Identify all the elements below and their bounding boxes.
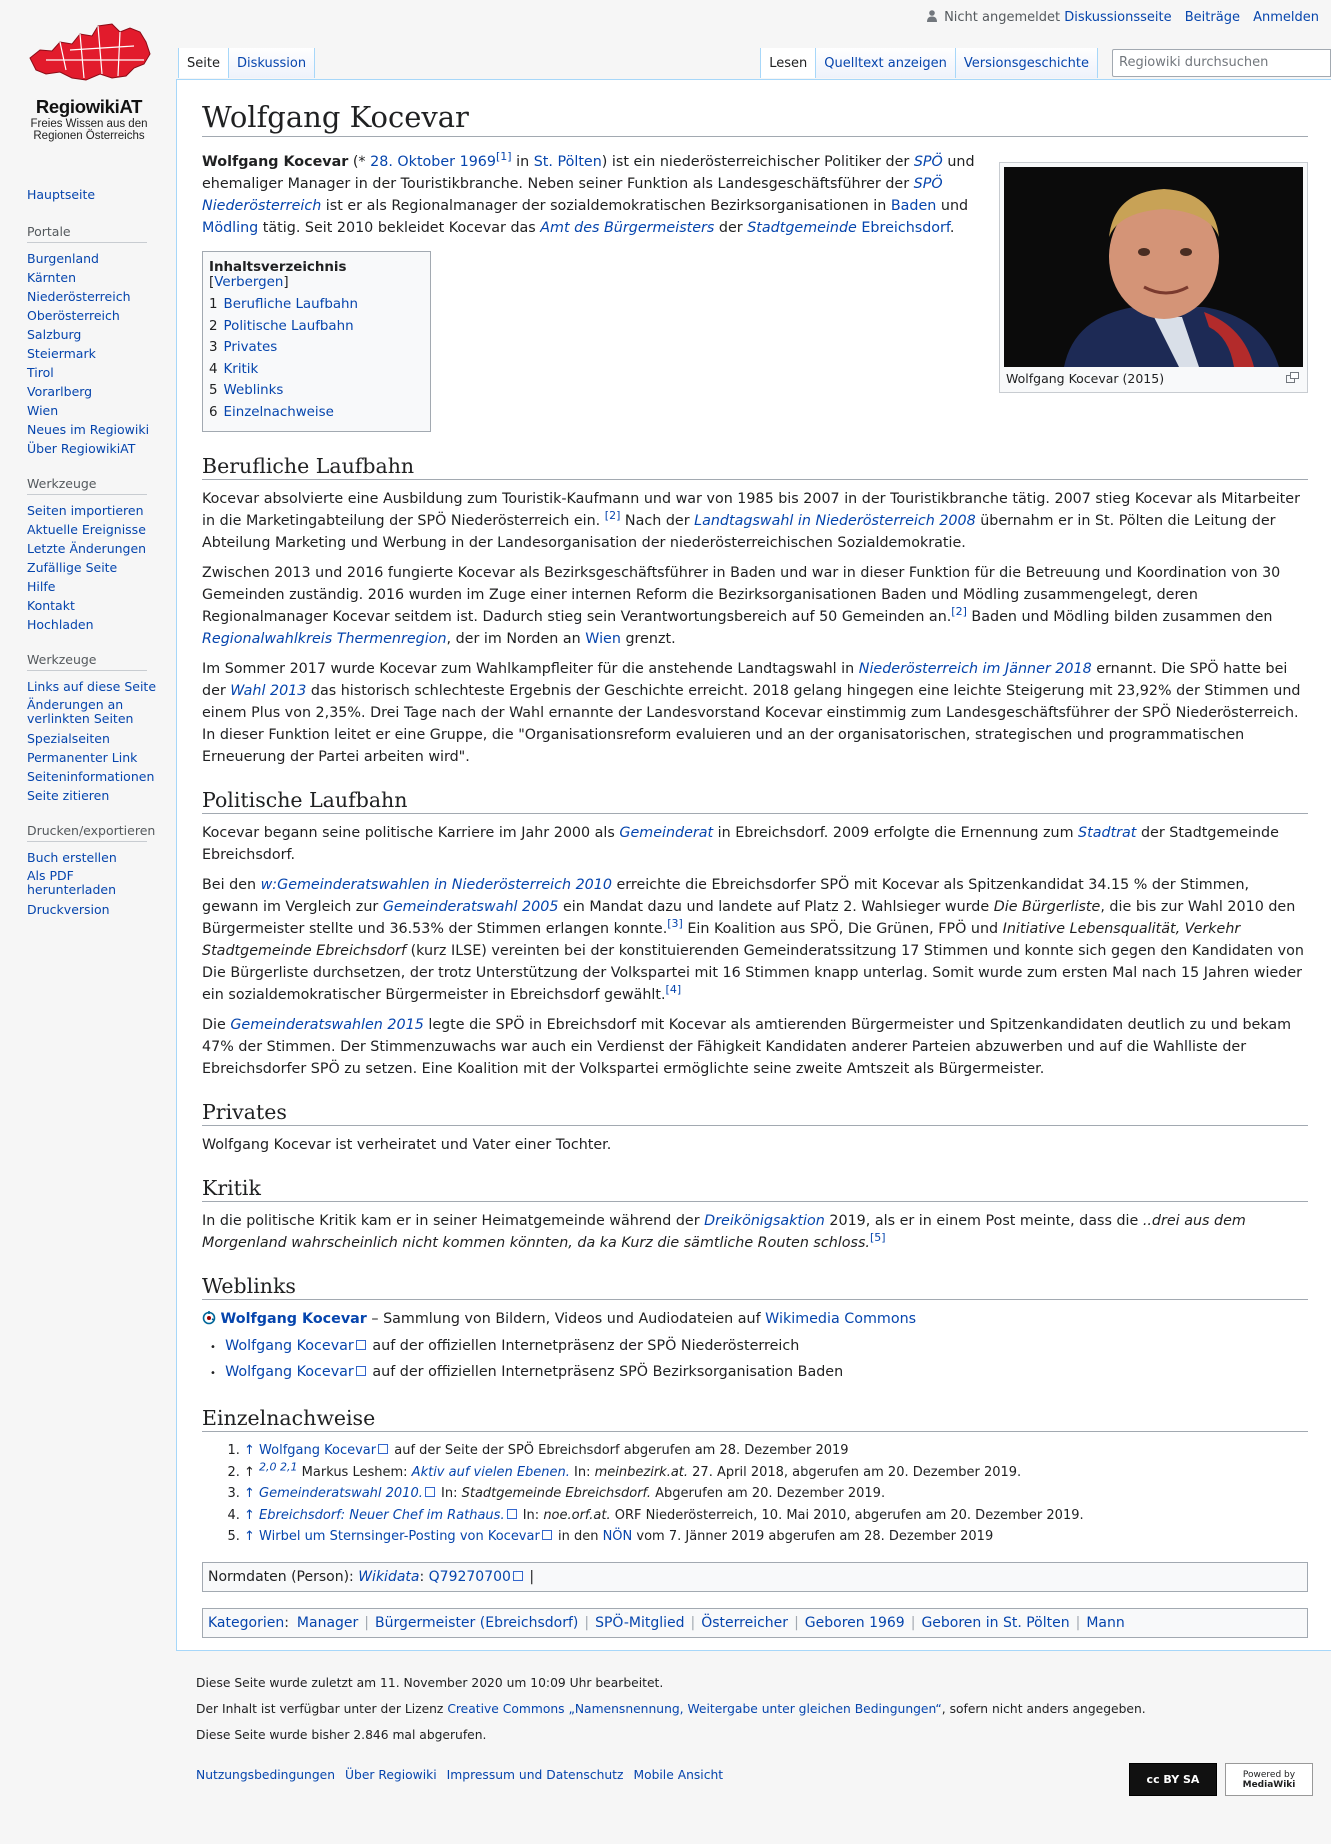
- sidebar-item[interactable]: Wien: [27, 403, 59, 418]
- footer-last-modified: Diese Seite wurde zuletzt am 11. November 2020 um 10:09 Uhr bearbeitet.: [196, 1676, 664, 1690]
- sidebar-item[interactable]: Seiteninformationen: [27, 769, 155, 784]
- intro-text-4: und ehemaliger Manager in der Touristikbranche. Neben seiner Funktion als Landesgeschäftsführer der: [202, 154, 975, 192]
- toc-link[interactable]: Politische Laufbahn: [223, 318, 354, 334]
- heading-berufliche-laufbahn: Berufliche Laufbahn: [202, 454, 1308, 480]
- external-link-icon: [425, 1487, 435, 1497]
- footer-link[interactable]: Mobile Ansicht: [633, 1768, 724, 1782]
- sidebar-item-hauptseite[interactable]: Hauptseite: [27, 187, 96, 202]
- sidebar-item[interactable]: Über RegiowikiAT: [27, 441, 136, 456]
- mw-badge-line2: MediaWiki: [1242, 1779, 1296, 1790]
- reference-item: [244, 1526, 1308, 1548]
- footer-license: [196, 1702, 1146, 1716]
- table-of-contents: Inhaltsverzeichnis [Verbergen] 1 Berufliche Laufbahn 2 Politische Laufbahn 3 Privates 4 Kritik 5 Weblinks 6 Einzelnachweise: [202, 251, 431, 432]
- external-link-icon: [356, 1340, 366, 1350]
- category-link[interactable]: Geboren 1969: [804, 1614, 905, 1631]
- sidebar: [27, 185, 177, 919]
- sidebar-item[interactable]: Hochladen: [27, 617, 94, 632]
- ref-link[interactable]: Aktiv auf vielen Ebenen.: [411, 1464, 570, 1480]
- ref-2b[interactable]: [2]: [951, 605, 967, 619]
- toc-number: 6: [209, 404, 218, 420]
- heading-politische-laufbahn: Politische Laufbahn: [202, 788, 1308, 814]
- ref-arrow: ↑: [244, 1464, 255, 1480]
- namespace-tabs: [178, 48, 315, 78]
- toc-item[interactable]: [209, 402, 424, 424]
- link-stadtgemeinde[interactable]: Stadtgemeinde: [747, 220, 857, 236]
- ref-backlink[interactable]: ↑: [244, 1443, 255, 1458]
- s1-text-2d: grenzt.: [620, 631, 676, 647]
- link-gemeinderatswahlen-2010[interactable]: w:Gemeinderatswahlen in Niederösterreich 2010: [260, 877, 612, 893]
- sidebar-item[interactable]: Steiermark: [27, 346, 96, 361]
- footer-info: [196, 1676, 1146, 1754]
- ref-text: auf der Seite der SPÖ Ebreichsdorf abgerufen am 28. Dezember 2019: [390, 1443, 849, 1458]
- category-separator: |: [364, 1614, 370, 1631]
- toc-link[interactable]: Berufliche Laufbahn: [223, 297, 358, 312]
- ref-link[interactable]: Gemeinderatswahl 2010.: [259, 1486, 423, 1501]
- toc-item[interactable]: [209, 359, 424, 381]
- politics-paragraph-3: [202, 1014, 1308, 1080]
- ref-text: 27. April 2018, abgerufen am 20. Dezember 2019.: [688, 1464, 1022, 1480]
- content-area: [176, 79, 1331, 1651]
- s2-text-2f: (kurz ILSE) vereinten bei der konstituierenden Gemeinderatssitzung 17 Stimmen und konnte sich gegen den Kandidaten von Die Bürgerliste durchsetzen, der trotz Unterstützung der Volkspartei mit 16 Stimmen knapp unterlag. Somit wurde zum ersten Mal nach 15 Jahren wieder ein sozialdemokratischer Bürgermeister in Ebreichsdorf gewählt.: [202, 943, 1304, 1003]
- personal-tools: [918, 10, 1319, 25]
- footer-license-text-b: , sofern nicht anders angegeben.: [941, 1702, 1146, 1716]
- logo-tagline-2: Regionen Österreichs: [33, 130, 145, 142]
- normdaten-colon: :: [419, 1568, 429, 1585]
- link-baden[interactable]: Baden: [890, 198, 937, 214]
- sidebar-heading-werkzeuge-2: Werkzeuge: [27, 652, 147, 671]
- heading-privates: Privates: [202, 1100, 1308, 1126]
- politics-paragraph-1: [202, 822, 1308, 866]
- toc-number: 4: [209, 361, 218, 377]
- sidebar-item[interactable]: Als PDF herunterladen: [27, 868, 117, 897]
- ref-text: Markus Leshem:: [297, 1464, 412, 1480]
- tab-lesen[interactable]: Lesen: [760, 48, 816, 78]
- link-wien[interactable]: Wien: [585, 631, 621, 647]
- weblink-item: [210, 1334, 1308, 1360]
- sidebar-item[interactable]: Salzburg: [27, 327, 82, 342]
- s1-text-3c: das historisch schlechteste Ergebnis der Geschichte erreicht. 2018 gelang hingegen eine leichte Steigerung mit 23,92% der Stimmen und einem Plus von 2,35%. Drei Tage nach der Wahl ernannte der Landesvorstand Kocevar einstimmig zum Landesgeschäftsführer der SPÖ Niederösterreich. In dieser Funktion leitet er eine Gruppe, die "Organisationsreform evaluieren und an der organisatorischen, strategischen und programmatischen Erneuerung der Partei arbeiten wird".: [202, 683, 1301, 765]
- tab-seite[interactable]: Seite: [178, 48, 229, 78]
- heading-einzelnachweise: Einzelnachweise: [202, 1406, 1308, 1432]
- commons-link[interactable]: Wikimedia Commons: [765, 1311, 917, 1327]
- ref-4[interactable]: [4]: [665, 983, 682, 997]
- heading-kritik: Kritik: [202, 1176, 1308, 1202]
- ref-text: In:: [518, 1507, 544, 1523]
- category-link[interactable]: Bürgermeister (Ebreichsdorf): [375, 1614, 579, 1631]
- ref-backlink[interactable]: ↑: [244, 1486, 255, 1501]
- thumbnail-caption: Wolfgang Kocevar (2015): [1006, 371, 1165, 386]
- sidebar-item[interactable]: Neues im Regiowiki: [27, 422, 150, 437]
- link-regionalwahlkreis[interactable]: Regionalwahlkreis Thermenregion: [202, 631, 447, 647]
- austria-map-icon: [26, 20, 152, 88]
- s1-text-2b: Baden und Mödling bilden zusammen den: [966, 609, 1273, 625]
- sidebar-item[interactable]: Oberösterreich: [27, 308, 120, 323]
- footer-link[interactable]: Impressum und Datenschutz: [446, 1768, 624, 1782]
- ref-link[interactable]: Wirbel um Sternsinger-Posting von Kocevar: [259, 1529, 540, 1544]
- ref-source: noe.orf.at.: [543, 1507, 611, 1523]
- sidebar-item[interactable]: Vorarlberg: [27, 384, 93, 399]
- infobox-thumbnail: [999, 162, 1308, 393]
- ref-link[interactable]: Ebreichsdorf: Neuer Chef im Rathaus.: [259, 1507, 505, 1523]
- s1-text-2a: Zwischen 2013 und 2016 fungierte Kocevar als Bezirksgeschäftsführer in Baden und war in dieser Funktion für die Betreuung und Koordination von 30 Gemeinden zuständig. 2016 wurden im Zuge einer internen Reform die Bezirksorganisationen Baden und Mödling zusammengelegt, deren Regionalmanager Kocevar seitdem ist. Dadurch stieg sein Verantwortungsbereich auf 50 Gemeinden an.: [202, 565, 1281, 625]
- toc-number: 1: [209, 297, 218, 312]
- categories-label-link[interactable]: Kategorien: [208, 1614, 285, 1631]
- weblink-text: auf der offiziellen Internetpräsenz der SPÖ Niederösterreich: [367, 1338, 800, 1354]
- weblinks-list: [202, 1334, 1308, 1386]
- link-st-poelten[interactable]: St. Pölten: [533, 154, 602, 170]
- s2-text-2a: Bei den: [202, 877, 261, 893]
- sidebar-item[interactable]: Kärnten: [27, 270, 76, 285]
- text-buergerliste: Die Bürgerliste: [993, 899, 1101, 915]
- intro-text-1: (*: [348, 154, 371, 170]
- sidebar-heading-werkzeuge: Werkzeuge: [27, 476, 147, 495]
- category-separator: |: [1075, 1614, 1081, 1631]
- ref-text: In:: [436, 1486, 462, 1501]
- category-separator: |: [584, 1614, 590, 1631]
- weblink-link[interactable]: Wolfgang Kocevar: [225, 1364, 354, 1380]
- toc-item[interactable]: [209, 337, 424, 359]
- normdaten-sep: |: [524, 1568, 535, 1585]
- toc-hide-link[interactable]: Verbergen: [214, 275, 284, 290]
- ref-text: vom 7. Jänner 2019 abgerufen am 28. Dezember 2019: [632, 1529, 994, 1544]
- contributions-link[interactable]: Beiträge: [1184, 10, 1240, 25]
- ref-text: Abgerufen am 20. Dezember 2019.: [651, 1486, 886, 1501]
- sidebar-item[interactable]: Zufällige Seite: [27, 560, 118, 575]
- career-paragraph-2: [202, 562, 1308, 650]
- footer-views: Diese Seite wurde bisher 2.846 mal abgerufen.: [196, 1728, 487, 1742]
- intro-text-5: ist er als Regionalmanager der sozialdemokratischen Bezirksorganisationen in: [321, 198, 891, 214]
- reference-item: [244, 1462, 1308, 1484]
- tab-versionsgeschichte[interactable]: Versionsgeschichte: [956, 48, 1098, 78]
- sidebar-item[interactable]: Buch erstellen: [27, 850, 117, 865]
- career-paragraph-3: [202, 658, 1308, 768]
- s4-text-a: In die politische Kritik kam er in seiner Heimatgemeinde während der: [202, 1213, 705, 1229]
- link-ebreichsdorf[interactable]: Ebreichsdorf: [861, 220, 950, 236]
- sidebar-item[interactable]: Burgenland: [27, 251, 99, 266]
- external-link-icon: [507, 1509, 517, 1519]
- reference-item: [244, 1505, 1308, 1527]
- link-gemeinderatswahlen-2015[interactable]: Gemeinderatswahlen 2015: [230, 1017, 424, 1033]
- commons-line: [202, 1308, 1308, 1330]
- private-paragraph: Wolfgang Kocevar ist verheiratet und Vater einer Tochter.: [202, 1137, 612, 1153]
- cc-by-sa-badge[interactable]: cc BY SA: [1129, 1763, 1217, 1796]
- sidebar-item[interactable]: Änderungen an verlinkten Seiten: [27, 697, 134, 726]
- mw-badge-line1: Powered by: [1242, 1769, 1296, 1780]
- commons-text: – Sammlung von Bildern, Videos und Audiodateien auf: [366, 1311, 766, 1327]
- ref-backlinks[interactable]: 2,0 2,1: [259, 1460, 298, 1474]
- s2-text-2e: Ein Koalition aus SPÖ, Die Grünen, FPÖ und: [682, 921, 1003, 937]
- category-link[interactable]: Österreicher: [701, 1614, 789, 1631]
- toc-number: 5: [209, 383, 218, 398]
- categories-list: [297, 1615, 1125, 1631]
- sidebar-list-werkzeuge-2: [27, 677, 177, 805]
- categories-colon: :: [284, 1614, 289, 1631]
- intro-text-2: in: [511, 154, 534, 170]
- ref-text: ORF Niederösterreich, 10. Mai 2010, abgerufen am 20. Dezember 2019.: [610, 1507, 1084, 1523]
- sidebar-heading-drucken: Drucken/exportieren: [27, 823, 147, 842]
- text-ilse: Initiative Lebensqualität, Verkehr Stadtgemeinde Ebreichsdorf: [202, 921, 1241, 959]
- critique-quote: ..drei aus dem Morgenland wahrscheinlich nicht kommen könnten, da ka Kurz die sämtliche Routen schloss.: [202, 1213, 1246, 1251]
- external-link-icon: [378, 1444, 388, 1454]
- sidebar-item[interactable]: Permanenter Link: [27, 750, 138, 765]
- not-logged-in-label: Nicht angemeldet: [944, 10, 1061, 25]
- s2-text-2c: ein Mandat dazu und landete auf Platz 2. Wahlsieger wurde: [558, 899, 994, 915]
- footer-link[interactable]: Über Regiowiki: [345, 1768, 437, 1782]
- view-tabs: [760, 48, 1331, 78]
- sidebar-list-drucken: [27, 848, 177, 919]
- link-stadtrat[interactable]: Stadtrat: [1078, 825, 1137, 841]
- critique-paragraph: [202, 1210, 1308, 1254]
- category-link[interactable]: Geboren in St. Pölten: [921, 1614, 1070, 1631]
- link-moedling[interactable]: Mödling: [202, 220, 259, 236]
- career-paragraph-1: [202, 488, 1308, 554]
- s1-text-1a: Kocevar absolvierte eine Ausbildung zum Touristik-Kaufmann und war von 1985 bis 2007 in der Touristikbranche tätig. 2007 stieg Kocevar als Mitarbeiter in die Marketingabteilung der SPÖ Niederösterreich ein.: [202, 491, 1300, 529]
- s1-text-3a: Im Sommer 2017 wurde Kocevar zum Wahlkampfleiter für die anstehende Landtagswahl in: [202, 661, 859, 677]
- footer-link[interactable]: Nutzungsbedingungen: [196, 1768, 336, 1782]
- link-wahl-2013[interactable]: Wahl 2013: [230, 683, 307, 699]
- toc-number: 3: [209, 340, 218, 355]
- commons-icon: [202, 1310, 216, 1324]
- link-gemeinderat[interactable]: Gemeinderat: [619, 825, 714, 841]
- intro-text-7: tätig. Seit 2010 bekleidet Kocevar das: [258, 220, 541, 236]
- link-noen[interactable]: NÖN: [602, 1529, 633, 1544]
- intro-text-8: der: [714, 220, 748, 236]
- site-logo[interactable]: [26, 20, 152, 145]
- footer-links: [196, 1768, 733, 1782]
- ref-source: meinbezirk.at.: [594, 1464, 689, 1480]
- toc-link[interactable]: Kritik: [223, 361, 259, 377]
- category-link[interactable]: SPÖ-Mitglied: [595, 1614, 685, 1631]
- footer-license-link[interactable]: Creative Commons „Namensnennung, Weitergabe unter gleichen Bedingungen“: [447, 1702, 942, 1716]
- external-link-icon: [356, 1366, 366, 1376]
- tab-diskussion[interactable]: Diskussion: [229, 48, 315, 78]
- ref-2[interactable]: [2]: [604, 509, 621, 523]
- ref-source: Stadtgemeinde Ebreichsdorf.: [461, 1486, 652, 1501]
- search-input[interactable]: Regiowiki durchsuchen: [1112, 49, 1331, 77]
- s1-text-3b: ernannt. Die SPÖ hatte bei der: [202, 661, 1288, 699]
- link-qid[interactable]: Q79270700: [428, 1568, 511, 1585]
- ref-5[interactable]: [5]: [869, 1231, 886, 1245]
- toc-number: 2: [209, 318, 218, 334]
- weblink-link[interactable]: Wolfgang Kocevar: [225, 1338, 354, 1354]
- enlarge-icon[interactable]: [1286, 371, 1299, 387]
- footer-license-text-a: Der Inhalt ist verfügbar unter der Lizenz: [196, 1702, 448, 1716]
- ref-backlink[interactable]: ↑: [244, 1507, 255, 1523]
- ref-text: in den: [553, 1529, 603, 1544]
- sidebar-item[interactable]: Niederösterreich: [27, 289, 131, 304]
- sidebar-item[interactable]: Kontakt: [27, 598, 75, 613]
- bullet-icon: •: [210, 1368, 220, 1379]
- sidebar-item[interactable]: Letzte Änderungen: [27, 541, 147, 556]
- weblink-text: auf der offiziellen Internetpräsenz SPÖ Bezirksorganisation Baden: [367, 1364, 844, 1380]
- reference-item: [244, 1483, 1308, 1505]
- normdaten-label: Normdaten (Person):: [208, 1568, 359, 1585]
- weblink-item: [210, 1360, 1308, 1386]
- link-wikidata[interactable]: Wikidata: [358, 1568, 420, 1585]
- sidebar-item[interactable]: Hilfe: [27, 579, 56, 594]
- toc-title: Inhaltsverzeichnis: [209, 260, 347, 275]
- ref-text: In:: [569, 1464, 595, 1480]
- ref-1[interactable]: [1]: [496, 150, 512, 164]
- heading-weblinks: Weblinks: [202, 1274, 1308, 1300]
- sidebar-list-portale: [27, 249, 177, 458]
- commons-name-link[interactable]: Wolfgang Kocevar: [220, 1311, 367, 1327]
- politics-paragraph-2: [202, 874, 1308, 1006]
- s2-text-1b: in Ebreichsdorf. 2009 erfolgte die Ernennung zum: [713, 825, 1079, 841]
- s2-text-2b: erreichte die Ebreichsdorfer SPÖ mit Kocevar als Spitzenkandidat 34.15 % der Stimmen, gewann im Vergleich zur: [202, 877, 1250, 915]
- ref-backlink[interactable]: ↑: [244, 1529, 255, 1544]
- logo-tagline-1: Freies Wissen aus den: [30, 118, 148, 130]
- toc-item[interactable]: [209, 294, 424, 316]
- categories-box: [202, 1608, 1308, 1638]
- normdaten-box: [202, 1562, 1308, 1592]
- sidebar-item[interactable]: Links auf diese Seite: [27, 679, 157, 694]
- sidebar-item[interactable]: Seiten importieren: [27, 503, 144, 518]
- link-spoe[interactable]: SPÖ: [913, 154, 943, 170]
- intro-text-6: und: [936, 198, 969, 214]
- toc-link[interactable]: Weblinks: [223, 383, 284, 398]
- s4-text-b: 2019, als er in einem Post meinte, dass die: [824, 1213, 1143, 1229]
- sidebar-heading-portale: Portale: [27, 224, 147, 243]
- sidebar-item[interactable]: Aktuelle Ereignisse: [27, 522, 146, 537]
- reference-item: [244, 1440, 1308, 1462]
- link-landtagswahl-2008[interactable]: Landtagswahl in Niederösterreich 2008: [694, 513, 976, 529]
- link-dreikoenigsaktion[interactable]: Dreikönigsaktion: [704, 1213, 825, 1229]
- sidebar-item[interactable]: Seite zitieren: [27, 788, 110, 803]
- portrait-image[interactable]: [1004, 167, 1303, 367]
- ref-link[interactable]: Wolfgang Kocevar: [259, 1443, 377, 1458]
- s2-text-3a: Die: [202, 1017, 231, 1033]
- category-link[interactable]: Mann: [1086, 1614, 1125, 1631]
- external-link-icon: [542, 1530, 552, 1540]
- link-birthdate[interactable]: 28. Oktober 1969: [370, 154, 496, 170]
- sidebar-item[interactable]: Druckversion: [27, 902, 110, 917]
- link-noe-2018[interactable]: Niederösterreich im Jänner 2018: [858, 661, 1092, 677]
- s2-text-1c: der Stadtgemeinde Ebreichsdorf.: [202, 825, 1279, 863]
- logo-name: RegiowikiAT: [35, 96, 143, 117]
- s2-text-3b: legte die SPÖ in Ebreichsdorf mit Kocevar als amtierenden Bürgermeister und Spitzenkandidaten deutlich zu und bekam 47% der Stimmen. Der Stimmenzuwachs war auch ein Verdienst der Fähigkeit Kandidaten anderer Parteien abzuwerben und auf die Wahlliste der Ebreichsdorfer SPÖ zu setzen. Eine Koalition mit der Volkspartei ermöglichte seine zweite Amtszeit als Bürgermeister.: [202, 1017, 1292, 1077]
- category-link[interactable]: Manager: [296, 1614, 359, 1631]
- s2-text-1a: Kocevar begann seine politische Karriere im Jahr 2000 als: [202, 825, 620, 841]
- link-amt[interactable]: Amt des Bürgermeisters: [540, 220, 715, 236]
- tab-quelltext[interactable]: Quelltext anzeigen: [816, 48, 956, 78]
- footer-badges: [1121, 1763, 1313, 1796]
- sidebar-item[interactable]: Tirol: [27, 365, 54, 380]
- link-gemeinderatswahl-2005[interactable]: Gemeinderatswahl 2005: [382, 899, 559, 915]
- ref-3[interactable]: [3]: [667, 917, 683, 931]
- category-separator: |: [794, 1614, 799, 1631]
- s1-text-2c: , der im Norden an: [446, 631, 586, 647]
- external-link-icon: [513, 1571, 523, 1581]
- toc-link[interactable]: Privates: [223, 340, 278, 355]
- s2-text-2d: , die bis zur Wahl 2010 den Bürgermeister stellte und 36.53% der Stimmen erlangen konnte.: [202, 899, 1296, 937]
- intro-paragraph: [202, 151, 992, 239]
- bullet-icon: •: [210, 1342, 220, 1353]
- link-spoe-noe[interactable]: SPÖ Niederösterreich: [202, 176, 943, 214]
- intro-name: Wolfgang Kocevar: [202, 154, 349, 170]
- category-separator: |: [690, 1614, 696, 1631]
- s1-text-1b: Nach der: [620, 513, 695, 529]
- user-icon: [927, 10, 937, 22]
- references-list: [202, 1440, 1308, 1548]
- toc-link[interactable]: Einzelnachweise: [223, 404, 334, 420]
- intro-text-10: .: [949, 220, 955, 236]
- toc-item[interactable]: [209, 316, 424, 338]
- toc-list: [209, 294, 424, 423]
- login-link[interactable]: Anmelden: [1253, 10, 1319, 25]
- talk-link[interactable]: Diskussionsseite: [1064, 10, 1172, 25]
- category-separator: |: [910, 1614, 916, 1631]
- s1-text-1c: übernahm er in St. Pölten die Leitung der Abteilung Marketing und Werbung in der Landesorganisation der niederösterreichischen Sozialdemokratie.: [202, 513, 1276, 551]
- powered-by-mediawiki-badge[interactable]: [1225, 1763, 1313, 1796]
- sidebar-list-werkzeuge: [27, 501, 177, 634]
- intro-text-3: ) ist ein niederösterreichischer Politiker der: [601, 154, 914, 170]
- page-title: Wolfgang Kocevar: [202, 100, 1308, 137]
- toc-item[interactable]: [209, 380, 424, 402]
- sidebar-item[interactable]: Spezialseiten: [27, 731, 110, 746]
